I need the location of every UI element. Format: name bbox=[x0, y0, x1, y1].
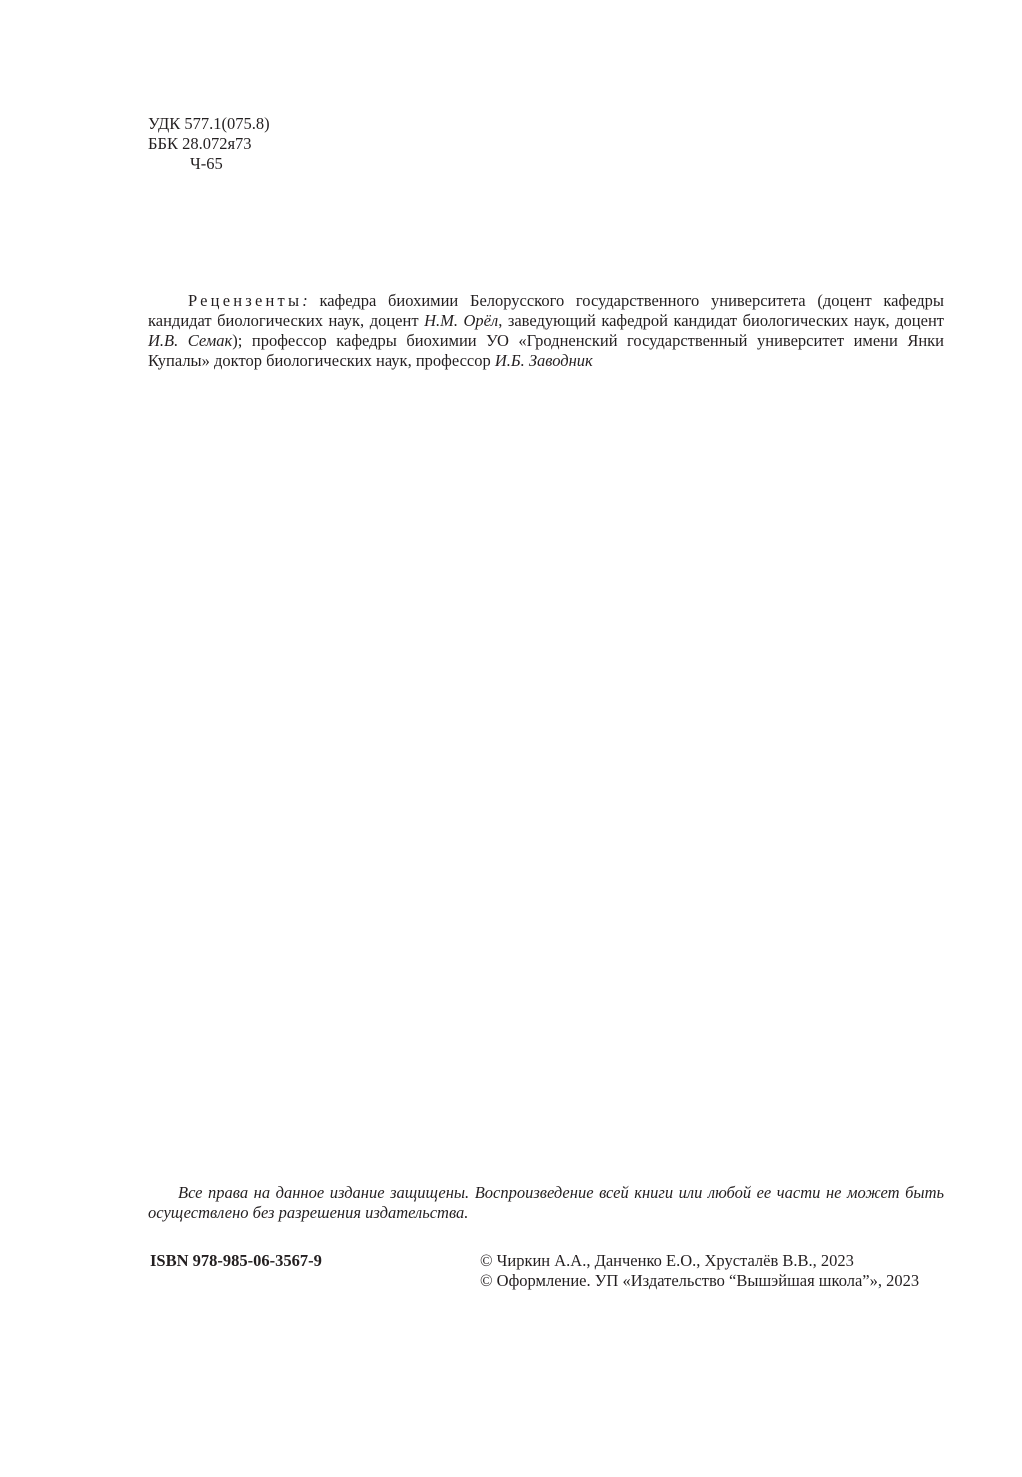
reviewer-name-3: И.Б. Заводник bbox=[494, 351, 593, 370]
reviewers-paragraph bbox=[148, 291, 944, 371]
isbn: ISBN 978-985-06-3567-9 bbox=[150, 1251, 322, 1270]
reviewers-label-colon: : bbox=[302, 291, 308, 310]
reviewers-label: Рецензенты bbox=[188, 291, 303, 310]
author-code: Ч-65 bbox=[190, 154, 223, 173]
reviewers-text-2: , заведующий кафедрой кандидат биологических наук, доцент bbox=[498, 311, 944, 330]
reviewers-text-1: кафедра биохимии Белорусского государственного университета (доцент кафедры кандидат биологических наук, доцент bbox=[148, 291, 944, 330]
reviewer-name-1: Н.М. Орёл bbox=[424, 311, 499, 330]
copyright-block bbox=[480, 1251, 944, 1291]
reviewer-name-2: И.В. Семак bbox=[148, 331, 233, 350]
rights-notice: Все права на данное издание защищены. Воспроизведение всей книги или любой ее части не может быть осуществлено без разрешения издательства. bbox=[148, 1183, 944, 1222]
copyright-design: © Оформление. УП «Издательство “Вышэйшая школа”», 2023 bbox=[480, 1271, 920, 1290]
bbk-code: ББК 28.072я73 bbox=[148, 134, 252, 153]
udc-code: УДК 577.1(075.8) bbox=[148, 114, 270, 133]
classification-block bbox=[148, 114, 270, 174]
reviewers-text-3: ); профессор кафедры биохимии УО «Гродненский государственный университет имени Янки Купалы» доктор биологических наук, профессор bbox=[148, 331, 944, 370]
copyright-authors: © Чиркин А.А., Данченко Е.О., Хрусталёв В.В., 2023 bbox=[480, 1251, 854, 1270]
